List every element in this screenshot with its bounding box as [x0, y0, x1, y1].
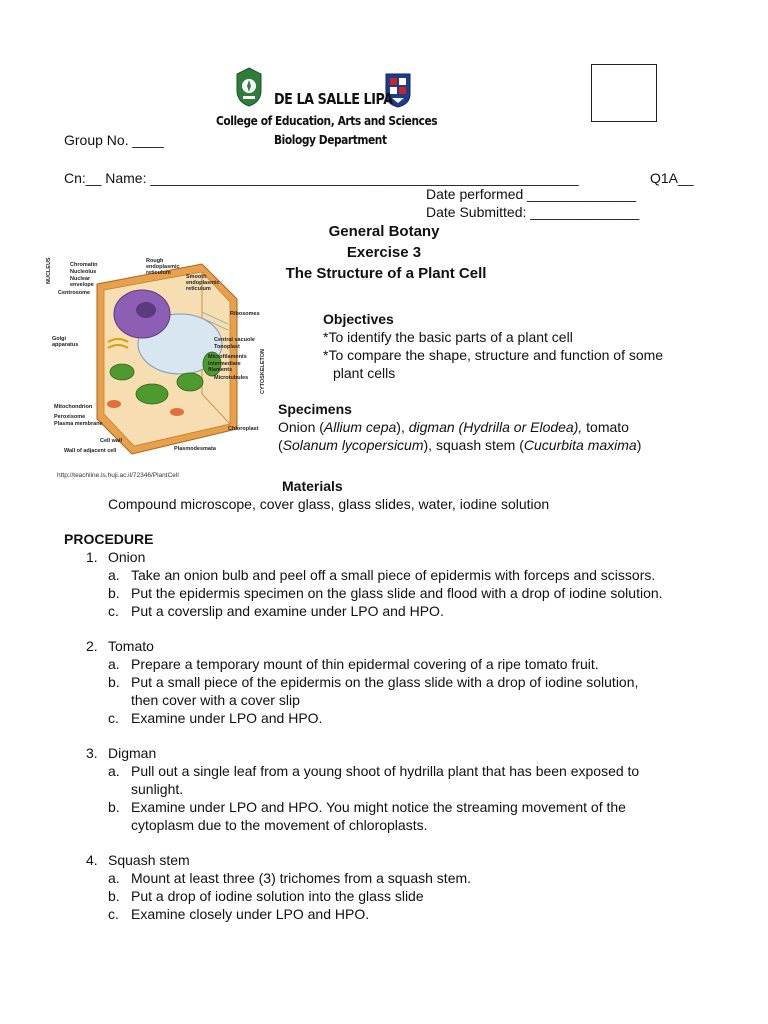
label-nucleolus: Nucleolus	[70, 269, 97, 275]
school-logo-left	[234, 66, 264, 108]
label-rough-er: Rough endoplasmic reticulum	[146, 258, 180, 276]
step-number: 3.	[86, 745, 98, 761]
step-number: 4.	[86, 852, 98, 868]
step-number: 2.	[86, 638, 98, 654]
sub-text: Pull out a single leaf from a young shoot of hydrilla plant that has been exposed to	[131, 763, 640, 779]
group-field: Group No. ____	[64, 132, 164, 148]
label-golgi: Golgi apparatus	[52, 336, 79, 348]
label-ribosomes: Ribosomes	[230, 311, 260, 317]
specimen-text: (	[278, 437, 283, 453]
label-microtubules: Microtubules	[214, 375, 249, 381]
sub-text: Take an onion bulb and peel off a small piece of epidermis with forceps and scissors.	[131, 567, 656, 583]
exercise-title: Exercise 3	[346, 244, 422, 261]
step-title-digman: Digman	[108, 745, 157, 761]
code-field: Q1A__	[650, 170, 694, 186]
specimen-text: tomato	[582, 419, 629, 435]
sub-text: cytoplasm due to the movement of chloroplasts.	[131, 817, 428, 833]
label-chloroplast: Chloroplast	[228, 426, 259, 432]
specimens-heading: Specimens	[278, 401, 352, 417]
label-intermediate-filaments: Intermediate filaments	[208, 361, 241, 373]
procedure-heading: PROCEDURE	[64, 531, 154, 547]
sub-text: Put a small piece of the epidermis on the glass slide with a drop of iodine solution,	[131, 674, 639, 690]
specimens-line-2	[278, 437, 641, 453]
sub-text: Examine closely under LPO and HPO.	[131, 906, 370, 922]
label-peroxisome: Peroxisome	[54, 414, 86, 420]
step-title-tomato: Tomato	[108, 638, 154, 654]
sub-letter: a.	[108, 656, 120, 672]
step-title-onion: Onion	[108, 549, 146, 565]
college-name: College of Education, Arts and Sciences	[216, 113, 438, 128]
specimen-italic: Allium cepa	[323, 419, 397, 435]
sub-letter: c.	[108, 710, 119, 726]
sub-letter: b.	[108, 888, 120, 904]
step-title-squash: Squash stem	[108, 852, 190, 868]
plant-cell-figure	[46, 254, 272, 466]
score-box	[591, 64, 657, 122]
label-plasma-membrane: Plasma membrane	[54, 421, 103, 427]
objective-2-cont: plant cells	[333, 365, 396, 381]
label-central-vacuole: Central vacuole	[214, 337, 255, 343]
objective-1: *To identify the basic parts of a plant cell	[323, 329, 573, 345]
specimen-text: ),	[396, 419, 409, 435]
specimen-text: Onion (	[278, 419, 324, 435]
sub-text: Put a coverslip and examine under LPO and HPO.	[131, 603, 444, 619]
department-name: Biology Department	[274, 132, 387, 147]
label-microfilaments: Microfilaments	[208, 354, 247, 360]
label-chromatin: Chromatin	[70, 262, 98, 268]
label-smooth-er: Smooth endoplasmic reticulum	[186, 274, 220, 292]
sub-letter: a.	[108, 567, 120, 583]
institution-name: DE LA SALLE LIPA	[274, 90, 393, 108]
topic-title: The Structure of a Plant Cell	[285, 265, 487, 282]
specimen-text: ), squash stem (	[423, 437, 524, 453]
sub-text: sunlight.	[131, 781, 184, 797]
objective-2: *To compare the shape, structure and function of some	[323, 347, 664, 363]
label-centrosome: Centrosome	[58, 290, 91, 296]
sub-letter: a.	[108, 763, 120, 779]
course-title: General Botany	[328, 223, 440, 240]
sub-letter: c.	[108, 906, 119, 922]
sub-letter: b.	[108, 799, 120, 815]
materials-heading: Materials	[282, 478, 343, 494]
figure-caption: http://teachline.ls.huji.ac.il/72346/PlantCell	[57, 472, 179, 479]
materials-text: Compound microscope, cover glass, glass slides, water, iodine solution	[108, 496, 550, 512]
sub-letter: c.	[108, 603, 119, 619]
sub-text: Examine under LPO and HPO.	[131, 710, 323, 726]
sub-text: Mount at least three (3) trichomes from a squash stem.	[131, 870, 472, 886]
sub-letter: b.	[108, 674, 120, 690]
objectives-heading: Objectives	[323, 311, 394, 327]
date-submitted-field: Date Submitted: ______________	[426, 204, 640, 220]
label-cell-wall: Cell wall	[100, 438, 123, 444]
specimen-italic: digman (Hydrilla or Elodea),	[408, 419, 583, 435]
sub-text: Put the epidermis specimen on the glass slide and flood with a drop of iodine solution.	[131, 585, 663, 601]
sub-text: Put a drop of iodine solution into the glass slide	[131, 888, 424, 904]
sub-letter: b.	[108, 585, 120, 601]
label-nucleus: NUCLEUS	[46, 257, 52, 284]
sub-text: Examine under LPO and HPO. You might notice the streaming movement of the	[131, 799, 626, 815]
sub-text: Prepare a temporary mount of thin epidermal covering of a ripe tomato fruit.	[131, 656, 599, 672]
date-performed-field: Date performed ______________	[426, 186, 637, 202]
specimen-text: )	[636, 437, 642, 453]
label-nuclear-envelope: Nuclear envelope	[70, 276, 94, 288]
label-cytoskeleton: CYTOSKELETON	[260, 348, 266, 394]
specimen-italic: Cucurbita maxima	[523, 437, 637, 453]
specimen-italic: Solanum lycopersicum	[282, 437, 424, 453]
label-wall-adjacent: Wall of adjacent cell	[64, 448, 117, 454]
step-number: 1.	[86, 549, 98, 565]
sub-letter: a.	[108, 870, 120, 886]
label-plasmodesmata: Plasmodesmata	[174, 446, 216, 452]
label-tonoplast: Tonoplast	[214, 344, 240, 350]
sub-text: then cover with a cover slip	[131, 692, 300, 708]
specimens-line-1	[278, 419, 629, 435]
label-mitochondrion: Mitochondrion	[54, 404, 93, 410]
name-field: Cn:__ Name: _______________________________________________________	[64, 170, 579, 186]
